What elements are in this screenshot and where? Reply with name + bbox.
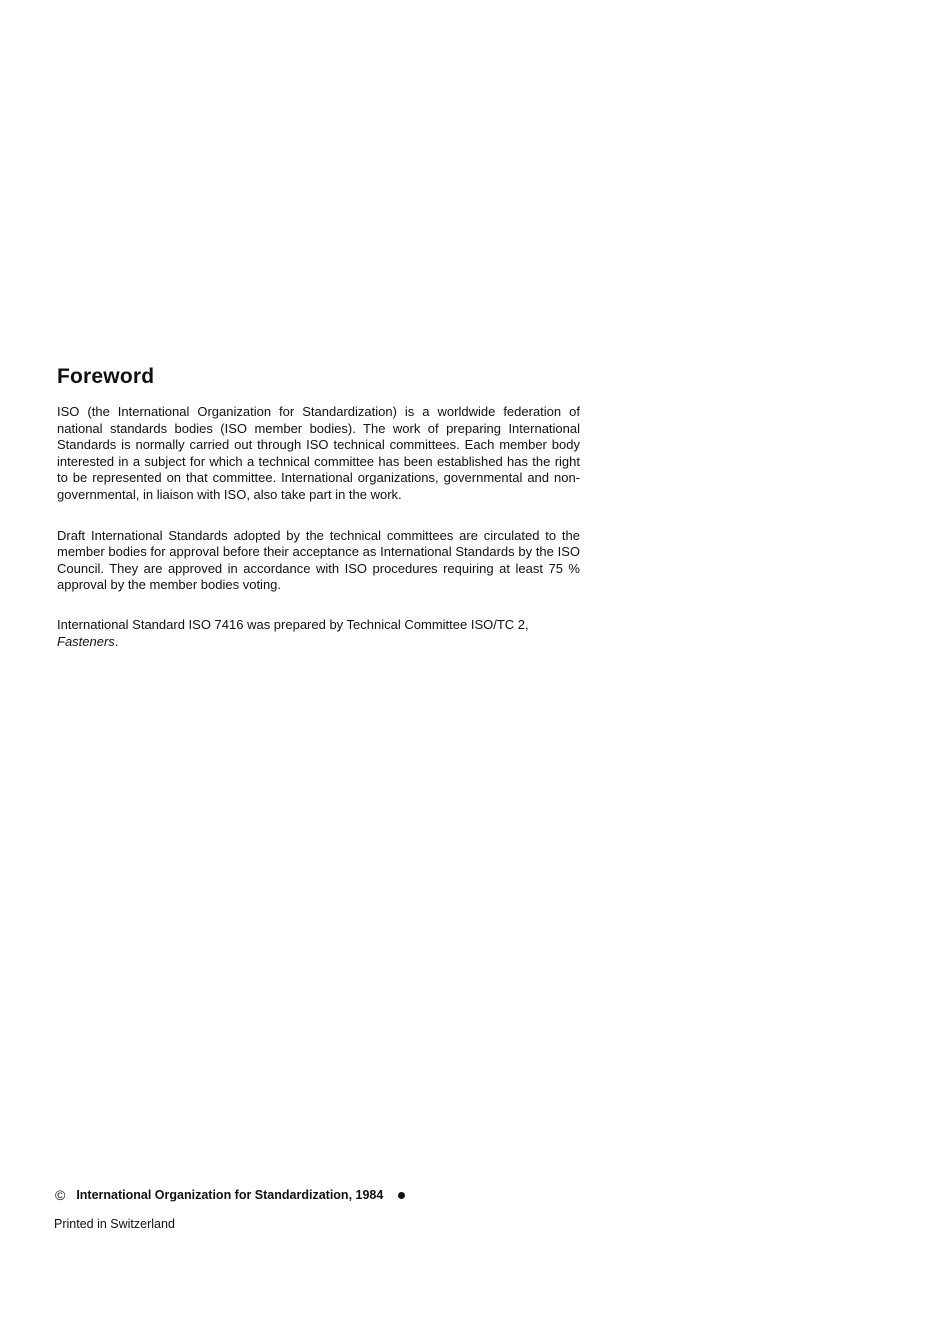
foreword-title: Foreword — [57, 365, 155, 388]
foreword-section — [57, 363, 580, 650]
foreword-paragraph-draft-standards: Draft International Standards adopted by the technical committees are circulated to the member bodies for approval before their acceptance as International Standards by the ISO Council. They are approved in accordance with ISO procedures requiring at least 75 % approval by the member bodies voting. — [57, 527, 580, 593]
copyright-text: International Organization for Standardization, 1984 — [76, 1188, 384, 1202]
foreword-paragraph-iso-description: ISO (the International Organization for Standardization) is a worldwide federation of national standards bodies (ISO member bodies). The work of preparing International Standards is normally carried out through ISO technical committees. Each member body interested in a subject for which a technical committee has been established has the right to be represented on that committee. International organizations, governmental and non-governmental, in liaison with ISO, also take part in the work. — [57, 404, 580, 502]
committee-name: Fasteners — [57, 633, 115, 649]
preparation-text: International Standard ISO 7416 was prepared by Technical Committee ISO/TC 2, — [57, 616, 529, 632]
printed-in-text: Printed in Switzerland — [54, 1217, 175, 1231]
copyright-line — [55, 1187, 405, 1203]
preparation-period: . — [114, 633, 119, 649]
copyright-icon: © — [55, 1187, 66, 1203]
bullet-icon — [398, 1192, 405, 1199]
foreword-paragraph-preparation — [57, 617, 580, 650]
